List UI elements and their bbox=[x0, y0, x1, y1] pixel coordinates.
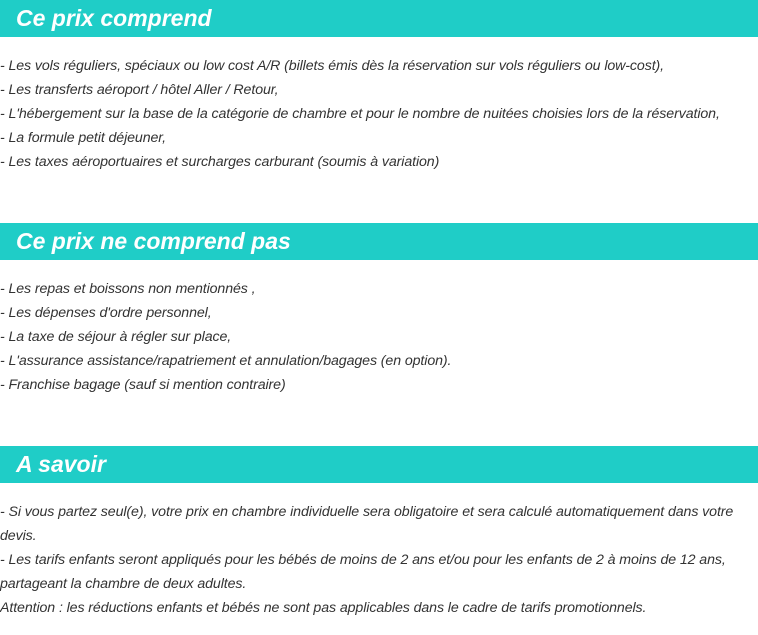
section-title: A savoir bbox=[16, 451, 106, 477]
section-header-bar bbox=[0, 446, 758, 483]
included-items-list bbox=[0, 54, 758, 174]
list-item: - Si vous partez seul(e), votre prix en chambre individuelle sera obligatoire et sera calculé automatiquement dans votre devis. bbox=[0, 504, 734, 544]
section-price-excludes bbox=[0, 223, 758, 397]
list-item: - Les taxes aéroportuaires et surcharges carburant (soumis à variation) bbox=[0, 154, 440, 170]
excluded-items-list bbox=[0, 277, 758, 397]
list-item: Attention : les réductions enfants et bébés ne sont pas applicables dans le cadre de tarifs promotionnels. bbox=[0, 600, 647, 616]
section-title: Ce prix ne comprend pas bbox=[16, 228, 291, 254]
section-title: Ce prix comprend bbox=[16, 5, 212, 31]
list-item: - Franchise bagage (sauf si mention contraire) bbox=[0, 377, 286, 393]
list-item: - L'assurance assistance/rapatriement et annulation/bagages (en option). bbox=[0, 353, 452, 369]
info-items-list bbox=[0, 500, 758, 620]
section-header-bar bbox=[0, 223, 758, 260]
list-item: - La taxe de séjour à régler sur place, bbox=[0, 329, 232, 345]
list-item: - La formule petit déjeuner, bbox=[0, 130, 166, 146]
list-item: - Les tarifs enfants seront appliqués pour les bébés de moins de 2 ans et/ou pour les enfants de 2 à moins de 12 ans, partageant la chambre de deux adultes. bbox=[0, 552, 726, 592]
list-item: - Les dépenses d'ordre personnel, bbox=[0, 305, 212, 321]
list-item: - L'hébergement sur la base de la catégorie de chambre et pour le nombre de nuitées choisies lors de la réservation, bbox=[0, 106, 720, 122]
section-header-bar bbox=[0, 0, 758, 37]
section-price-includes bbox=[0, 0, 758, 174]
section-good-to-know bbox=[0, 446, 758, 620]
list-item: - Les transferts aéroport / hôtel Aller / Retour, bbox=[0, 82, 279, 98]
list-item: - Les repas et boissons non mentionnés , bbox=[0, 281, 256, 297]
list-item: - Les vols réguliers, spéciaux ou low cost A/R (billets émis dès la réservation sur vols réguliers ou low-cost), bbox=[0, 58, 665, 74]
